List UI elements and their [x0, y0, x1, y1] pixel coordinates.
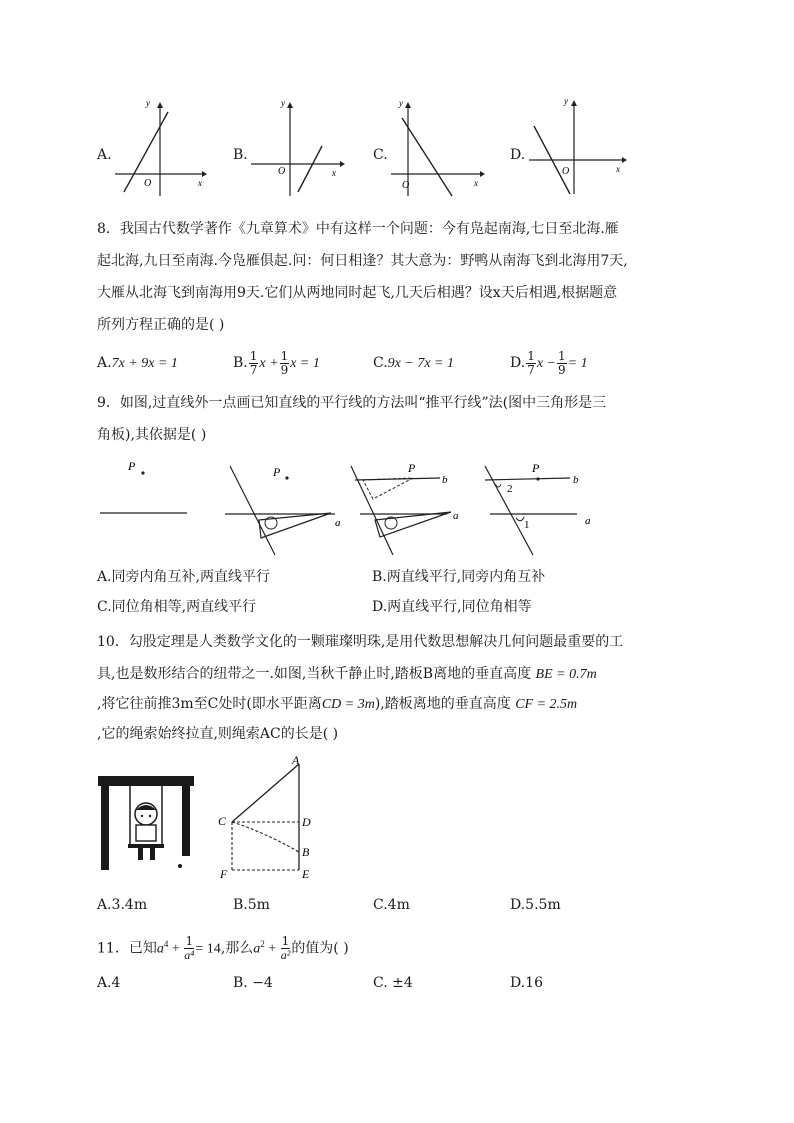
svg-text:b: b — [573, 474, 579, 486]
q8-option-d-label: D. — [510, 355, 526, 371]
q8-stem-line-1: 8．我国古代数学著作《九章算术》中有这样一个问题：今有凫起南海,七日至北海.雁 — [97, 221, 619, 237]
q8-stem-line-2: 起北海,九日至南海.今凫雁俱起.问：何日相逢？其大意为：野鸭从南海飞到北海用7天, — [97, 253, 628, 269]
q8-option-a-label: A. — [97, 355, 112, 371]
q8-option-c[interactable] — [373, 353, 454, 374]
q10-option-d[interactable]: D.5.5m — [510, 897, 561, 913]
q9-option-c[interactable]: C.同位角相等,两直线平行 — [97, 599, 257, 615]
q8-b-fraction-1: $\frac{1}{7}$ — [249, 348, 258, 377]
q8-d-fraction-1: $\frac{1}{7}$ — [527, 348, 535, 377]
svg-text:E: E — [302, 867, 310, 881]
q7-b-y-label: y — [281, 98, 285, 108]
q9-stem-line-2: 角板),其依据是( ) — [97, 427, 207, 443]
q7-d-x-label: x — [616, 164, 620, 174]
svg-text:D: D — [302, 815, 311, 829]
q7-graph-d — [526, 96, 630, 196]
q7-c-origin-label: O — [402, 180, 410, 191]
q8-option-a-expr: 7x + 9x = 1 — [111, 356, 178, 371]
svg-text:a: a — [585, 515, 591, 527]
q7-option-c-label[interactable]: C. — [373, 147, 388, 163]
q8-b-mid: x + — [259, 356, 279, 371]
q10-cf-value: CF = 2.5m — [515, 697, 578, 712]
q11-option-c[interactable]: C. ±4 — [373, 975, 413, 991]
q7-a-x-label: x — [198, 178, 202, 188]
q10-stem-line-1: 10．勾股定理是人类数学文化的一颗璀璨明珠,是用代数思想解决几何问题最重要的工 — [97, 634, 624, 650]
svg-text:B: B — [302, 845, 310, 859]
q10-geometry-figure — [212, 752, 322, 884]
q10-cd-value: CD = 3m — [321, 697, 375, 712]
q11-option-b[interactable]: B. −4 — [233, 975, 273, 991]
q8-option-c-expr: 9x − 7x = 1 — [387, 356, 454, 371]
svg-text:b: b — [442, 474, 448, 486]
q10-stem-line-3: ,将它往前推3m至C处时(即水平距离CD = 3m),踏板离地的垂直高度 CF = 2.5m — [97, 696, 578, 712]
q11-option-a[interactable]: A.4 — [97, 975, 121, 991]
q7-option-b-label[interactable]: B. — [233, 147, 248, 163]
q7-a-origin-label: O — [144, 178, 152, 189]
q8-stem-line-4: 所列方程正确的是( ) — [97, 317, 225, 333]
q7-b-origin-label: O — [278, 166, 286, 177]
q9-panel-3 — [351, 461, 459, 555]
q7-option-a-label[interactable]: A. — [97, 147, 112, 163]
q8-option-d[interactable] — [510, 345, 588, 382]
q8-option-a[interactable] — [97, 353, 178, 374]
q8-option-b-label: B. — [233, 355, 248, 371]
q7-c-y-label: y — [399, 98, 403, 108]
q8-option-b[interactable] — [233, 345, 320, 382]
q9-panel-4 — [485, 461, 591, 555]
svg-text:2: 2 — [507, 483, 513, 495]
q7-d-y-label: y — [564, 96, 568, 106]
svg-text:P: P — [408, 461, 416, 475]
svg-text:a: a — [453, 510, 459, 522]
q11-option-d[interactable]: D.16 — [510, 975, 543, 991]
q7-option-d-label[interactable]: D. — [510, 147, 526, 163]
svg-text:a: a — [335, 517, 341, 529]
q8-option-c-label: C. — [373, 355, 388, 371]
svg-text:P: P — [128, 459, 136, 473]
q9-figure — [95, 458, 615, 563]
q11-stem: 11．已知$a^4$ + $\frac{1}{\text{a⁴}}$ = 14,那么$a^2$ + $\frac{1}{\text{a²}}$ 的值为( ) — [97, 934, 349, 963]
q7-d-origin-label: O — [562, 166, 570, 177]
q10-be-value: BE = 0.7m — [535, 667, 597, 682]
q8-b-tail: x = 1 — [290, 356, 320, 371]
q7-b-x-label: x — [332, 168, 336, 178]
q7-c-x-label: x — [474, 178, 478, 188]
q8-b-fraction-2: $\frac{1}{9}$ — [280, 348, 289, 377]
q10-option-b[interactable]: B.5m — [233, 897, 270, 913]
q8-d-mid: x − — [536, 356, 556, 371]
q8-stem-line-3: 大雁从北海飞到南海用9天.它们从两地同时起飞,几天后相遇？设x天后相遇,根据题意 — [97, 285, 618, 301]
q9-option-a[interactable]: A.同旁内角互补,两直线平行 — [97, 569, 271, 585]
q9-option-b[interactable]: B.两直线平行,同旁内角互补 — [372, 569, 546, 585]
svg-text:A: A — [292, 753, 300, 767]
q7-graph-b — [248, 98, 348, 198]
q10-option-a[interactable]: A.3.4m — [97, 897, 148, 913]
q8-d-fraction-2: $\frac{1}{9}$ — [558, 348, 566, 377]
svg-text:P: P — [273, 465, 281, 479]
q7-a-y-label: y — [146, 98, 150, 108]
q10-stem-line-2: 具,也是数形结合的纽带之一.如图,当秋千静止时,踏板B离地的垂直高度 BE = 0.7m — [97, 666, 597, 682]
swing-illustration — [96, 770, 196, 874]
q9-panel-2 — [225, 465, 341, 555]
q9-option-d[interactable]: D.两直线平行,同位角相等 — [372, 599, 532, 615]
svg-text:F: F — [220, 867, 228, 881]
q7-graph-c — [388, 98, 488, 198]
svg-text:1: 1 — [524, 519, 530, 531]
q8-d-tail: = 1 — [567, 356, 588, 371]
q9-stem-line-1: 9．如图,过直线外一点画已知直线的平行线的方法叫“推平行线”法(图中三角形是三 — [97, 395, 607, 411]
q7-graph-a — [110, 98, 210, 198]
svg-text:P: P — [532, 461, 540, 475]
q10-option-c[interactable]: C.4m — [373, 897, 410, 913]
q9-panel-1 — [100, 459, 187, 513]
q10-stem-line-4: ,它的绳索始终拉直,则绳索AC的长是( ) — [97, 726, 339, 742]
svg-text:C: C — [218, 814, 227, 828]
